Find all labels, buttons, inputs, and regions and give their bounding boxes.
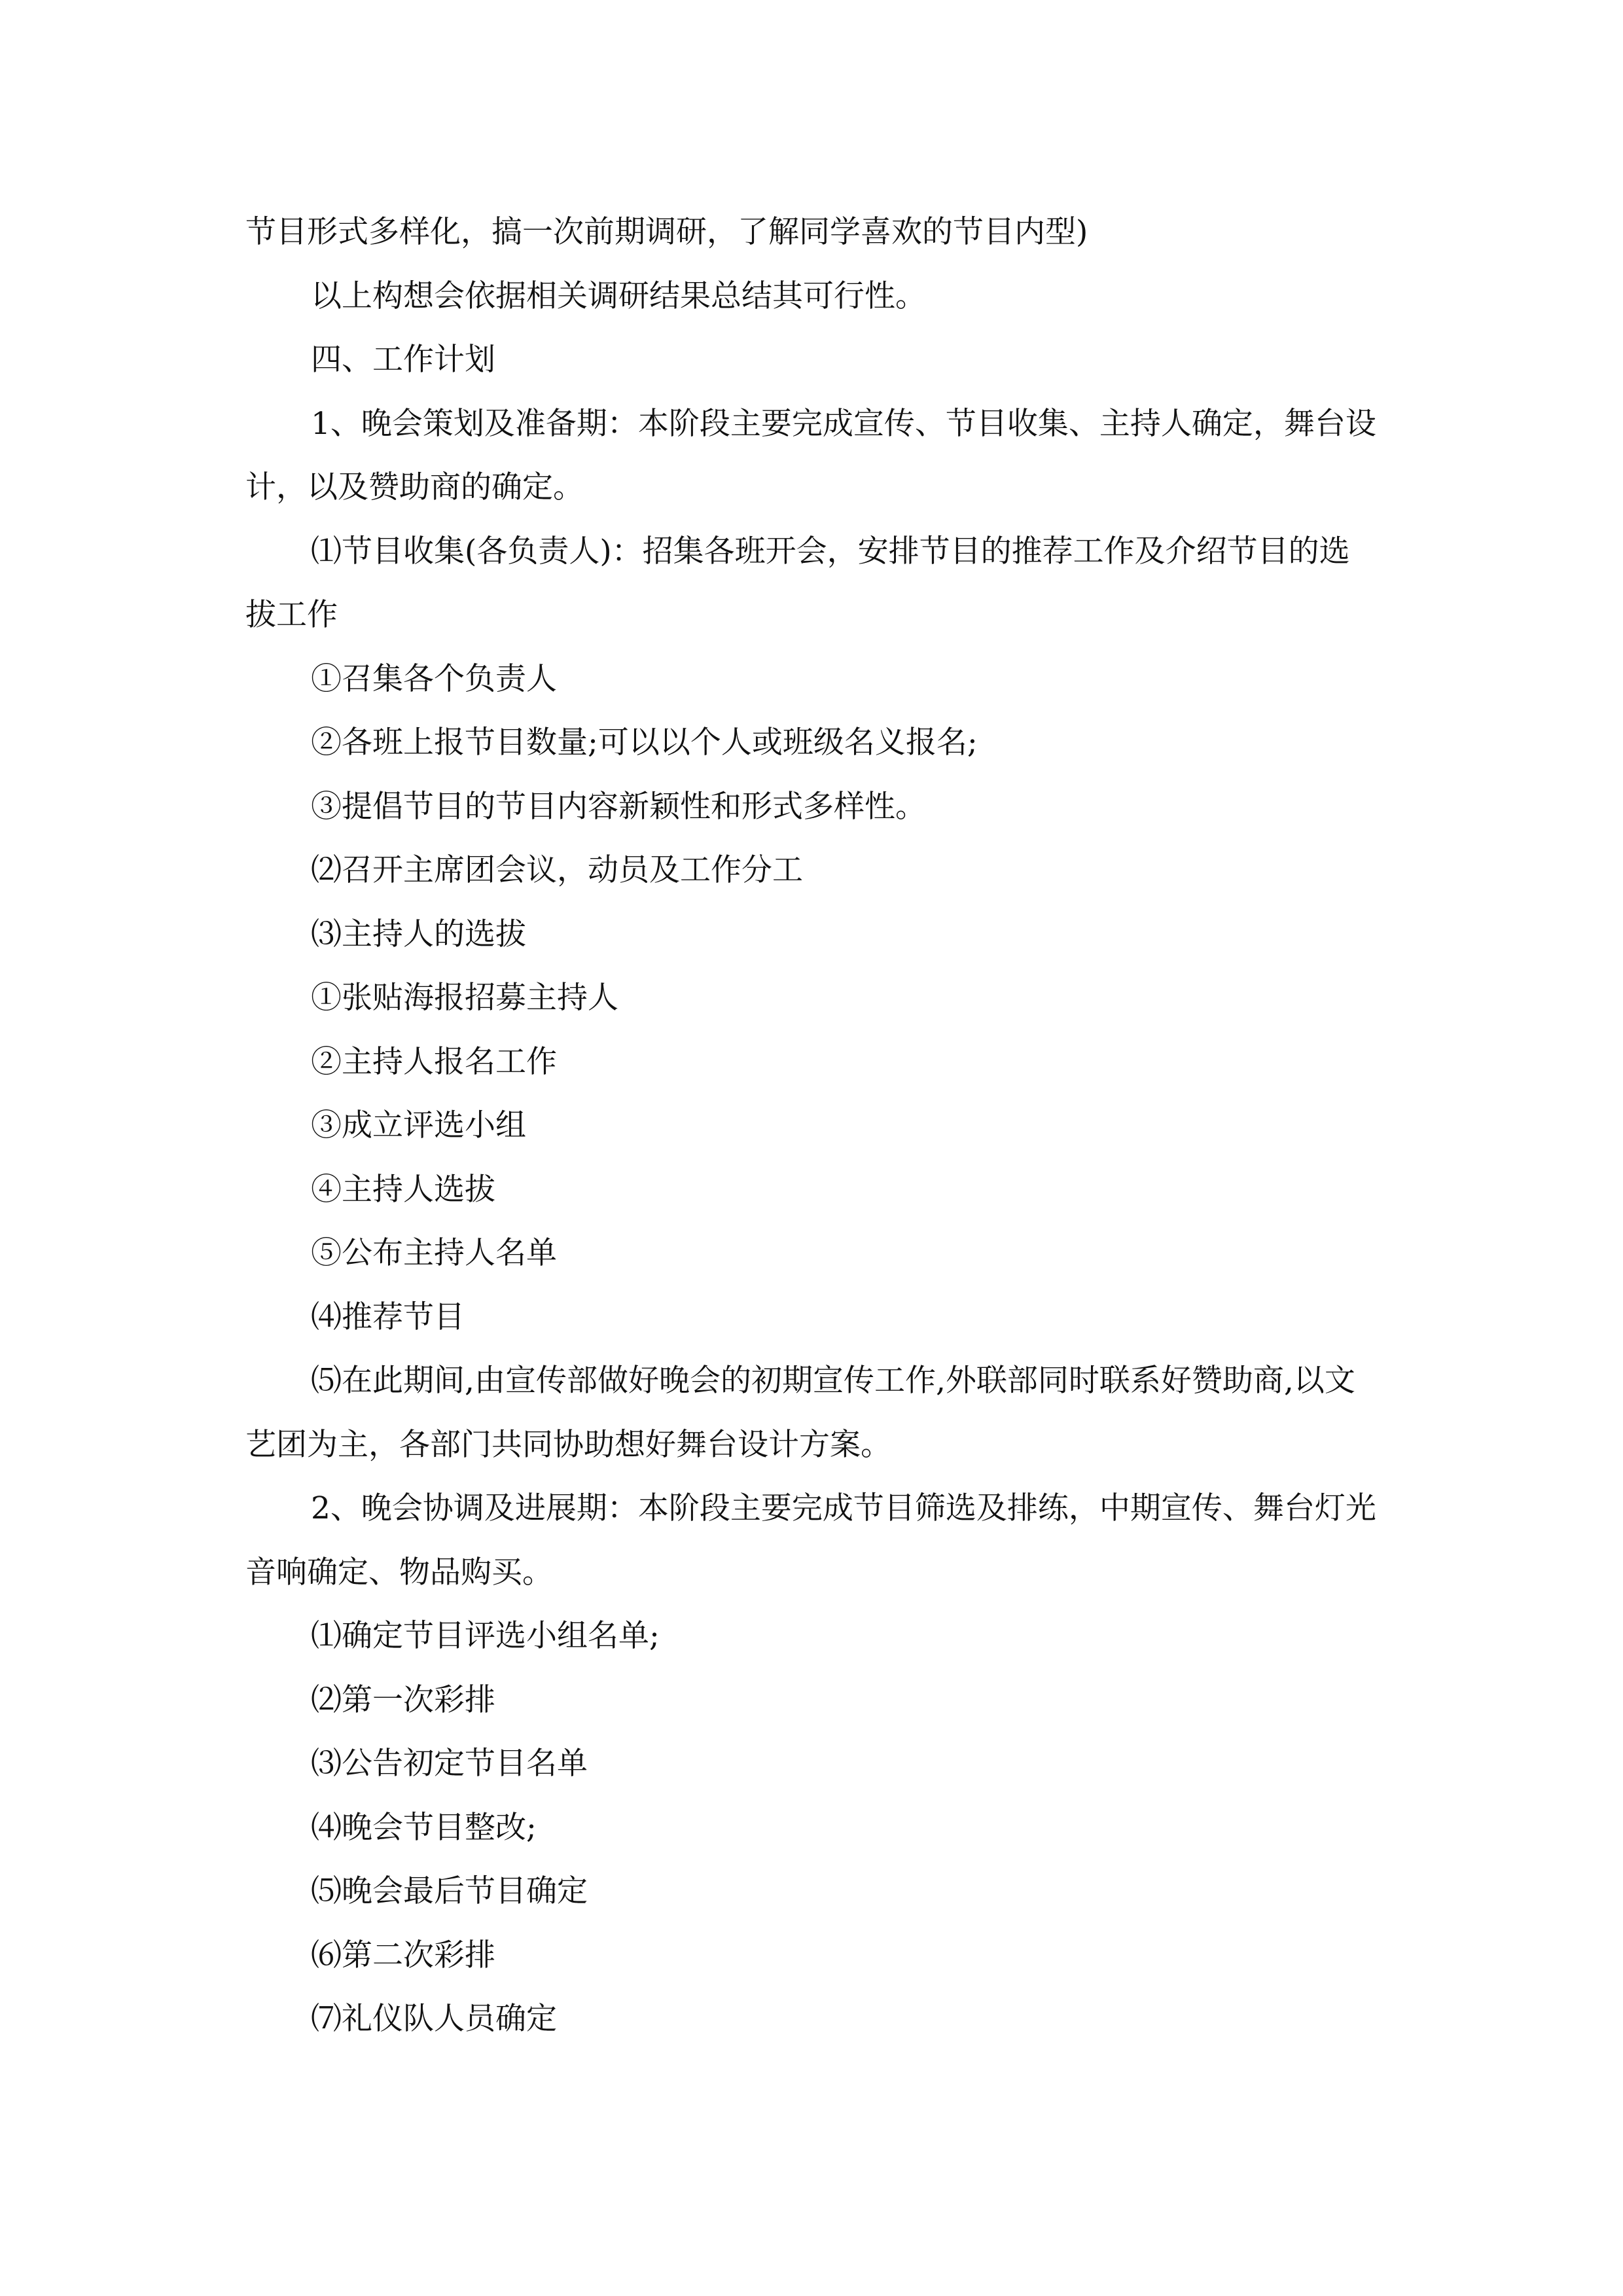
paragraph: ⑴节目收集(各负责人)：招集各班开会，安排节目的推荐工作及介绍节目的选拔工作: [245, 533, 1350, 633]
list-item: ⑹第二次彩排: [311, 1937, 495, 1973]
list-item: ⑶公告初定节目名单: [311, 1746, 588, 1782]
list-item: ③提倡节目的节目内容新颖性和形式多样性。: [311, 788, 926, 825]
list-item: ⑷晚会节目整改;: [311, 1809, 537, 1846]
list-item: ⑷推荐节目: [311, 1299, 465, 1335]
list-item: ①召集各个负责人: [311, 660, 557, 697]
list-item: ⑵第一次彩排: [311, 1681, 495, 1718]
paragraph: 1、晚会策划及准备期：本阶段主要完成宣传、节目收集、主持人确定，舞台设计，以及赞助商的确定。: [245, 405, 1376, 505]
list-item: ②主持人报名工作: [311, 1043, 557, 1080]
paragraph: 节目形式多样化，搞一次前期调研，了解同学喜欢的节目内型): [245, 214, 1088, 250]
paragraph: 2、晚会协调及进展期：本阶段主要完成节目筛选及排练，中期宣传、舞台灯光音响确定、物品购买。: [245, 1490, 1376, 1590]
list-item: ⑴确定节目评选小组名单;: [311, 1618, 660, 1654]
list-item: ③成立评选小组: [311, 1107, 526, 1143]
list-item: ⑶主持人的选拔: [311, 916, 526, 952]
paragraph: 以上构想会依据相关调研结果总结其可行性。: [311, 278, 926, 314]
list-item: ①张贴海报招募主持人: [311, 980, 618, 1016]
paragraph: ⑸在此期间,由宣传部做好晚会的初期宣传工作,外联部同时联系好赞助商,以文艺团为主，各部门共同协助想好舞台设计方案。: [245, 1363, 1355, 1463]
list-item: ⑺礼仪队人员确定: [311, 2001, 557, 2037]
list-item: ④主持人选拔: [311, 1171, 495, 1208]
list-item: ⑤公布主持人名单: [311, 1235, 557, 1271]
section-heading: 四、工作计划: [311, 342, 495, 378]
document-body: [245, 200, 1378, 2051]
list-item: ⑵召开主席团会议，动员及工作分工: [311, 852, 803, 888]
list-item: ⑸晚会最后节目确定: [311, 1873, 588, 1909]
list-item: ②各班上报节目数量;可以以个人或班级名义报名;: [311, 725, 978, 761]
